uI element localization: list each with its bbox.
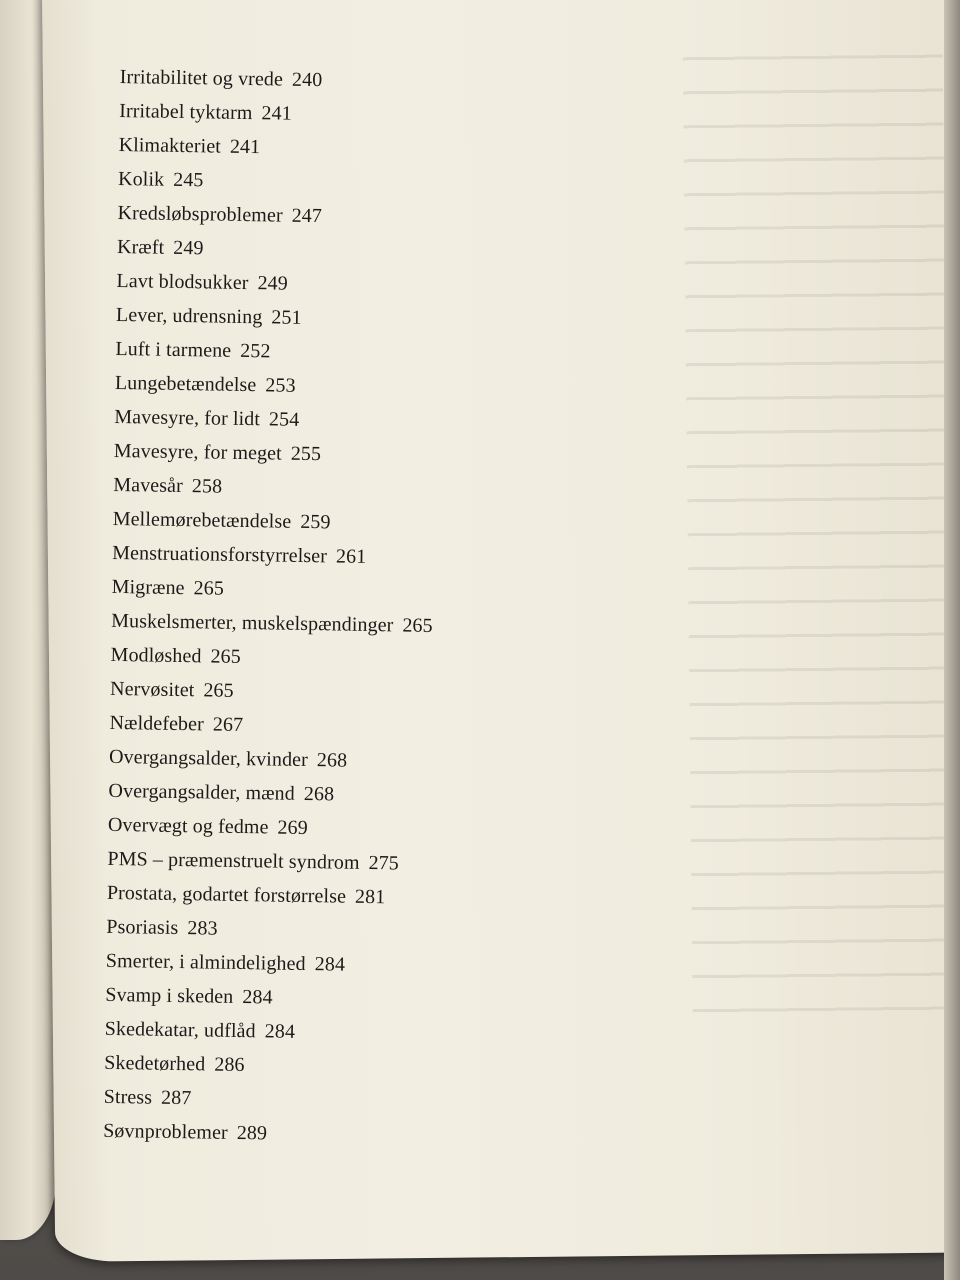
entry-page-number: 251 <box>271 306 302 329</box>
entry-page-number: 284 <box>264 1020 296 1043</box>
index-entry <box>109 706 431 745</box>
entry-term: Kræft <box>116 235 165 259</box>
entry-page-number: 259 <box>300 510 331 534</box>
index-entry <box>113 502 435 541</box>
entry-term: Søvnproblemer <box>103 1119 228 1144</box>
entry-page-number: 241 <box>229 135 261 159</box>
entry-page-number: 240 <box>291 68 323 92</box>
entry-term: Stress <box>103 1085 153 1109</box>
entry-term: Overvægt og fedme <box>107 813 269 839</box>
entry-term: Nældefeber <box>109 711 205 736</box>
entry-page-number: 268 <box>316 749 348 772</box>
entry-term: Modløshed <box>110 643 202 668</box>
entry-page-number: 265 <box>203 679 234 702</box>
entry-term: Luft i tarmene <box>115 337 232 362</box>
entry-page-number: 261 <box>335 545 367 568</box>
entry-page-number: 289 <box>236 1121 268 1145</box>
entry-term: Smerter, i almindelighed <box>105 949 306 976</box>
index-entry <box>113 468 435 507</box>
index-entry <box>110 638 432 677</box>
entry-page-number: 245 <box>173 168 204 192</box>
entry-term: Migræne <box>111 575 185 600</box>
index-entry <box>116 264 438 303</box>
entry-page-number: 258 <box>191 475 223 498</box>
index-entry <box>106 910 428 949</box>
entry-page-number: 247 <box>291 204 323 228</box>
entry-page-number: 284 <box>314 953 346 976</box>
entry-term: Irritabilitet og vrede <box>119 65 284 91</box>
index-entry <box>111 570 433 609</box>
entry-page-number: 283 <box>187 917 218 940</box>
index-entry <box>103 1114 425 1153</box>
entry-term: Kredsløbsproblemer <box>117 201 283 227</box>
entry-term: Menstruationsforstyrrelser <box>112 541 328 568</box>
index-entry <box>107 842 429 881</box>
entry-page-number: 249 <box>173 236 204 260</box>
index-entry <box>119 60 441 99</box>
bleed-through-text <box>682 31 952 1034</box>
index-entry <box>114 434 436 473</box>
index-entry <box>105 978 427 1017</box>
entry-page-number: 265 <box>210 645 242 668</box>
entry-page-number: 269 <box>277 816 309 840</box>
entry-page-number: 254 <box>268 408 300 431</box>
entry-term: Klimakteriet <box>118 133 222 158</box>
index-entry <box>110 672 432 711</box>
index-entry <box>117 230 439 269</box>
entry-term: Overgangsalder, mænd <box>108 779 296 805</box>
entry-term: Mellemørebetændelse <box>112 507 292 533</box>
index-entry <box>104 1046 426 1085</box>
index-entry <box>118 128 440 167</box>
index-entry <box>106 944 428 983</box>
index-entry <box>114 400 436 439</box>
index-entry <box>108 774 430 813</box>
entry-page-number: 268 <box>303 782 335 806</box>
index-entry <box>119 94 441 133</box>
entry-page-number: 286 <box>214 1053 245 1077</box>
entry-term: Mavesyre, for meget <box>113 439 282 465</box>
index-entry <box>115 366 437 405</box>
entry-page-number: 284 <box>242 986 273 1009</box>
entry-term: Skedekatar, udflåd <box>104 1017 256 1043</box>
entry-page-number: 265 <box>402 614 433 637</box>
right-page-edge <box>944 0 960 1280</box>
entry-page-number: 249 <box>257 272 289 295</box>
entry-page-number: 241 <box>261 102 292 125</box>
entry-page-number: 265 <box>193 577 225 600</box>
entry-page-number: 281 <box>354 885 386 909</box>
entry-term: Irritabel tyktarm <box>119 99 253 125</box>
entry-page-number: 252 <box>240 339 271 363</box>
entry-page-number: 253 <box>265 374 296 397</box>
index-entry <box>117 196 439 235</box>
entry-page-number: 287 <box>160 1086 192 1110</box>
index-entry <box>118 162 440 201</box>
entry-page-number: 267 <box>212 713 244 737</box>
entry-page-number: 275 <box>368 852 400 875</box>
index-entry <box>111 604 433 643</box>
entry-term: Svamp i skeden <box>105 983 234 1008</box>
entry-term: Skedetørhed <box>104 1051 206 1076</box>
entry-term: Overgangsalder, kvinder <box>108 745 309 772</box>
entry-term: Psoriasis <box>106 915 179 940</box>
entry-term: PMS – præmenstruelt syndrom <box>107 847 360 874</box>
index-list <box>103 60 442 1153</box>
index-entry <box>103 1080 425 1119</box>
index-entry <box>115 332 437 371</box>
index-entry <box>107 876 429 915</box>
entry-term: Kolik <box>117 167 165 191</box>
entry-page-number: 255 <box>290 442 322 466</box>
index-entry <box>112 536 434 575</box>
index-entry <box>116 298 438 337</box>
entry-term: Muskelsmerter, muskelspændinger <box>111 609 394 637</box>
entry-term: Lavt blodsukker <box>116 269 249 295</box>
entry-term: Nervøsitet <box>109 677 195 702</box>
entry-term: Lungebetændelse <box>114 371 257 397</box>
entry-term: Lever, udrensning <box>115 303 263 329</box>
index-entry <box>108 808 430 847</box>
index-entry <box>109 740 431 779</box>
entry-term: Prostata, godartet forstørrelse <box>106 881 347 908</box>
entry-term: Mavesyre, for lidt <box>114 405 261 431</box>
entry-term: Mavesår <box>113 473 184 498</box>
index-entry <box>105 1012 427 1051</box>
